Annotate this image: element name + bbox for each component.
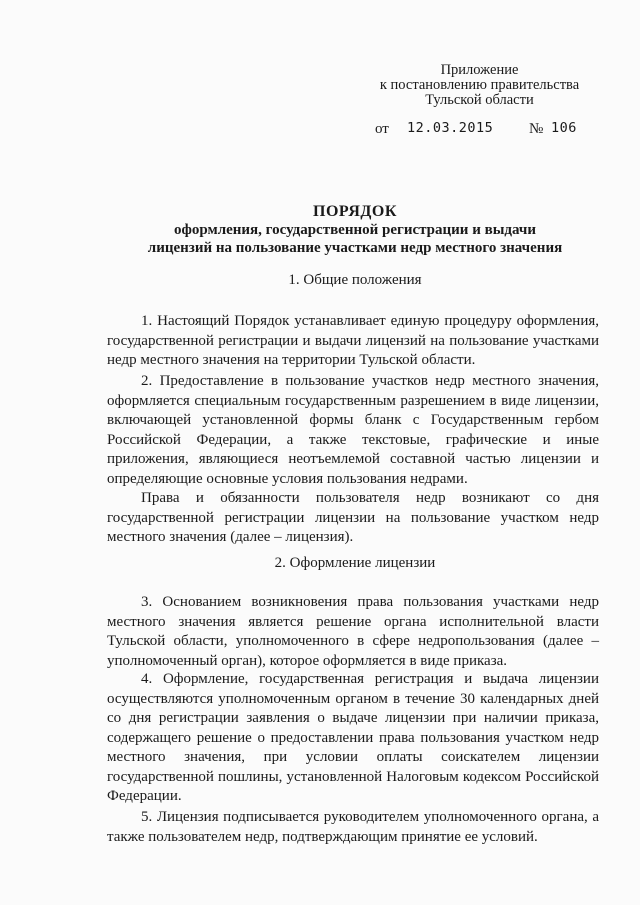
section-heading-general: 1. Общие положения <box>288 272 422 288</box>
paragraph-5: 5. Лицензия подписывается руководителем уполномоченного органа, а также пользователем недр, подтверждающим принятие ее условий. <box>107 809 599 845</box>
annex-reference: к постановлению правительства <box>379 77 580 93</box>
title-main: ПОРЯДОК <box>313 203 397 220</box>
number-label: № <box>529 121 544 137</box>
annex-block <box>372 63 587 108</box>
title-subtitle-line-1: оформления, государственной регистрации и выдачи <box>173 222 536 238</box>
paragraph-rights: Права и обязанности пользователя недр возникают со дня государственной регистрации лицензии на пользование участком недр местного значения (далее – лицензия). <box>107 490 599 545</box>
date-label: от <box>375 121 389 137</box>
paragraph-2: 2. Предоставление в пользование участков недр местного значения, оформляется специальным государственным разрешением в виде лицензии, включающей установленной формы бланк с Государственным гербом Российской Федерации, а также текстовые, графические и иные приложения, являющиеся неотъемлемой составной частью лицензии и определяющие основные условия пользования недрами. <box>107 373 599 487</box>
annex-title: Приложение <box>440 62 519 78</box>
date-number-line <box>375 120 577 138</box>
section-heading-license: 2. Оформление лицензии <box>274 555 436 571</box>
number-value: 106 <box>551 120 577 136</box>
date-value: 12.03.2015 <box>407 120 494 136</box>
paragraph-1: 1. Настоящий Порядок устанавливает единую процедуру оформления, государственной регистрации и выдачи лицензий на пользование участками недр местного значения на территории Тульской области. <box>107 313 599 368</box>
paragraph-3: 3. Основанием возникновения права пользования участками недр местного значения является решение органа исполнительной власти Тульской области, уполномоченного в сфере недропользования (далее – уполномоченный орган), которое оформляется в виде приказа. <box>107 594 599 669</box>
title-subtitle-line-2: лицензий на пользование участками недр местного значения <box>147 240 563 256</box>
annex-region: Тульской области <box>425 92 534 108</box>
paragraph-4: 4. Оформление, государственная регистрация и выдача лицензии осуществляются уполномоченным органом в течение 30 календарных дней со дня регистрации заявления о выдаче лицензии при наличии приказа, содержащего решение о предоставлении права пользования участком недр местного значения, при условии оплаты соискателем лицензии государственной пошлины, установленной Налоговым кодексом Российской Федерации. <box>107 671 599 804</box>
document-title <box>100 203 610 257</box>
